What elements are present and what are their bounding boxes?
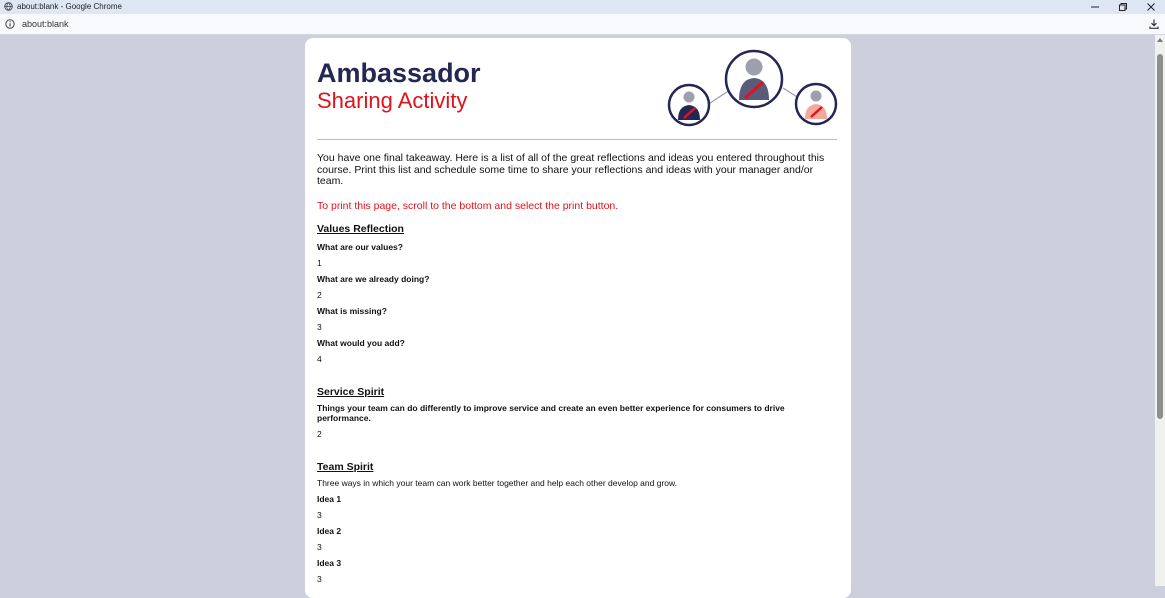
service-question: Things your team can do differently to improve service and create an even better experience for consumers to drive performance. [317,402,785,423]
site-info-icon[interactable] [5,19,15,29]
values-answer: 3 [317,321,322,332]
url-field[interactable]: about:blank [22,19,69,29]
window-title: about:blank - Google Chrome [17,2,122,11]
chrome-page-icon [4,2,13,11]
print-instruction: To print this page, scroll to the bottom and select the print button. [317,199,619,212]
values-reflection-heading: Values Reflection [317,222,404,235]
minimize-icon [1090,2,1100,12]
idea-answer: 3 [317,541,322,552]
person-left-icon [669,85,709,125]
close-icon [1146,2,1156,12]
values-question: What would you add? [317,337,405,348]
download-icon[interactable] [1148,18,1160,30]
team-spirit-heading: Team Spirit [317,460,374,473]
scrollbar-thumb[interactable] [1157,54,1163,419]
close-button[interactable] [1137,0,1165,14]
values-question: What are we already doing? [317,273,430,284]
idea-answer: 3 [317,573,322,584]
team-network-illustration [665,48,841,130]
page-subtitle: Sharing Activity [317,88,468,113]
minimize-button[interactable] [1081,0,1109,14]
person-center-icon [726,51,782,107]
idea-answer: 3 [317,509,322,520]
activity-content [317,153,837,584]
page-title: Ambassador [317,58,481,88]
scroll-up-arrow-icon[interactable] [1157,38,1163,42]
activity-card [305,38,851,598]
restore-button[interactable] [1109,0,1137,14]
values-question: What are our values? [317,241,403,252]
restore-icon [1118,2,1128,12]
values-answer: 4 [317,353,322,364]
person-right-icon [796,84,836,124]
idea-label: Idea 2 [317,525,342,536]
idea-label: Idea 3 [317,557,342,568]
service-spirit-heading: Service Spirit [317,385,385,398]
window-title-bar [0,0,1165,14]
page-scrollbar[interactable] [1155,35,1165,586]
values-question: What is missing? [317,305,387,316]
values-answer: 2 [317,289,322,300]
header-divider [317,139,837,140]
values-answer: 1 [317,257,322,268]
intro-text: You have one final takeaway. Here is a list of all of the great reflections and ideas you entered throughout this course. Print this list and schedule some time to share your reflections and ideas with your manager and/or team. [317,152,825,187]
team-description: Three ways in which your team can work better together and help each other develop and grow. [317,477,678,488]
address-bar [0,14,1165,35]
service-answer: 2 [317,428,322,439]
idea-label: Idea 1 [317,493,342,504]
